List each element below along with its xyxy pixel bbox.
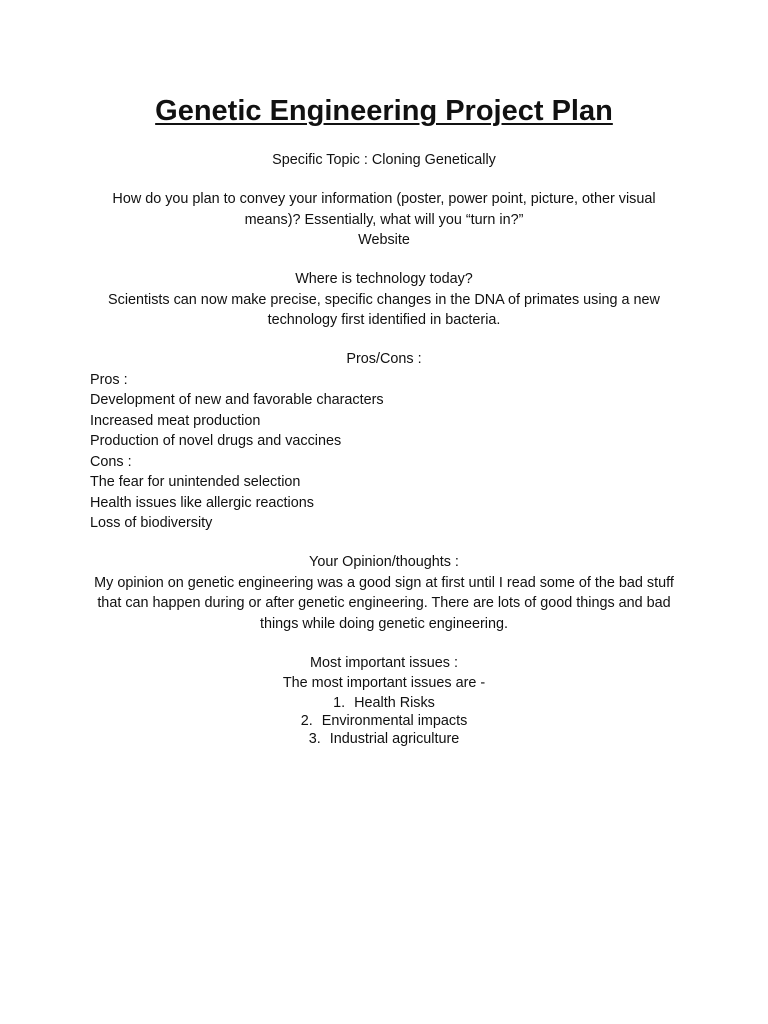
cons-label: Cons : bbox=[90, 453, 132, 470]
convey-question: How do you plan to convey your information (poster, power point, picture, other visual means)? Essentially, what will you “turn in?” bbox=[112, 191, 656, 228]
pros-cons-heading: Pros/Cons : bbox=[346, 351, 422, 367]
pros-label: Pros : bbox=[90, 371, 128, 388]
issues-list bbox=[90, 694, 678, 748]
issues-list-item: 2. Environmental impacts bbox=[300, 712, 468, 729]
cons-item: The fear for unintended selection bbox=[90, 474, 301, 490]
opinion-text: My opinion on genetic engineering was a good sign at first until I read some of the bad stuff that can happen during or after genetic engineering. There are lots of good things and bad things while doing genetic engineering. bbox=[94, 574, 674, 632]
document-body bbox=[90, 150, 678, 748]
issues-list-item: 1. Health Risks bbox=[333, 694, 435, 711]
page-title: Genetic Engineering Project Plan bbox=[155, 95, 613, 127]
technology-answer: Scientists can now make precise, specific changes in the DNA of primates using a new technology first identified in bacteria. bbox=[108, 291, 660, 328]
pros-item: Increased meat production bbox=[90, 412, 261, 429]
cons-item: Loss of biodiversity bbox=[90, 515, 213, 531]
opinion-heading: Your Opinion/thoughts : bbox=[309, 554, 459, 570]
technology-question: Where is technology today? bbox=[295, 271, 473, 287]
issues-list-item: 3. Industrial agriculture bbox=[308, 730, 460, 747]
cons-item: Health issues like allergic reactions bbox=[90, 494, 314, 511]
pros-item: Development of new and favorable characters bbox=[90, 392, 384, 408]
issues-intro: The most important issues are - bbox=[282, 675, 486, 691]
specific-topic: Specific Topic : Cloning Genetically bbox=[272, 152, 496, 168]
convey-answer: Website bbox=[358, 232, 410, 248]
pros-item: Production of novel drugs and vaccines bbox=[90, 433, 342, 449]
issues-heading: Most important issues : bbox=[310, 654, 458, 671]
